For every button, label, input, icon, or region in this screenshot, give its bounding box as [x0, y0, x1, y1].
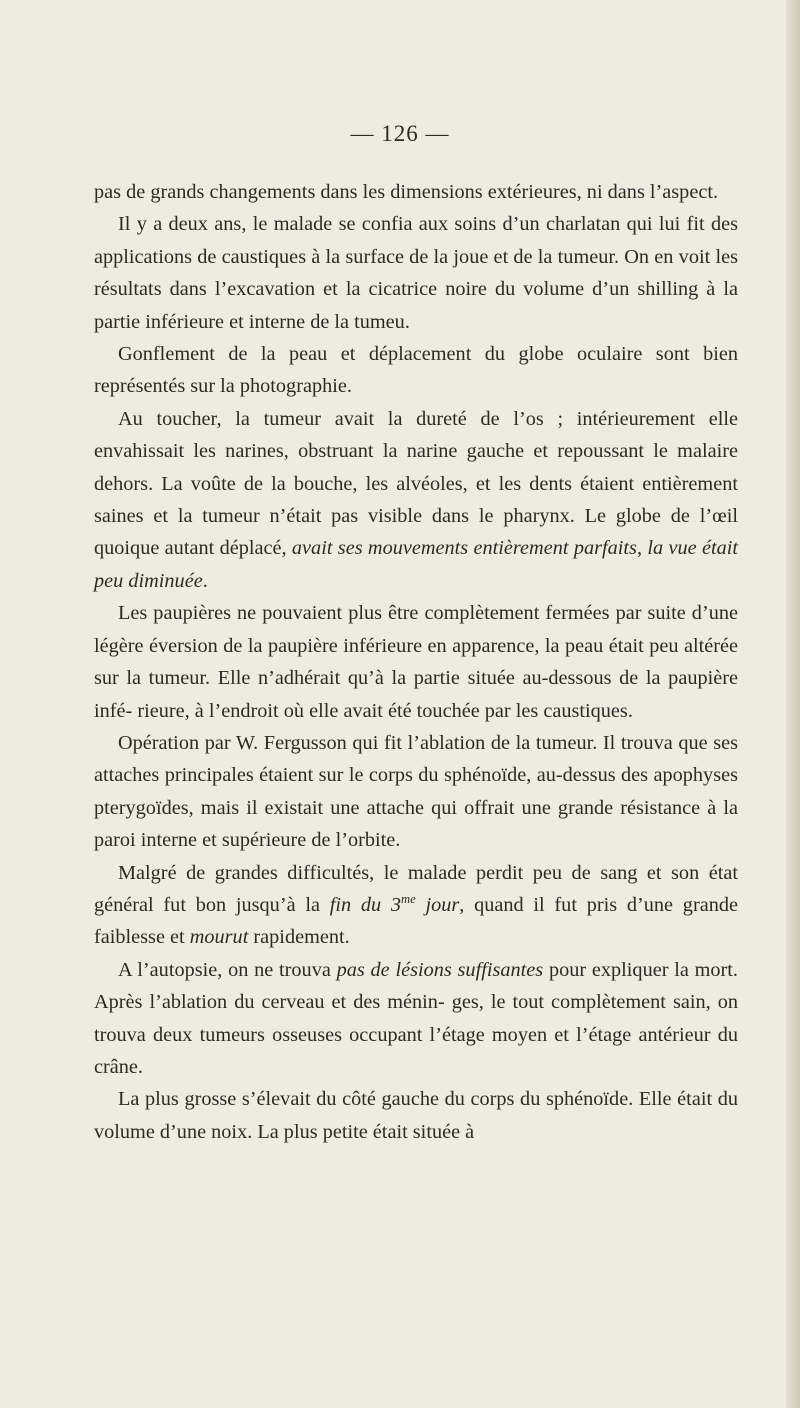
paragraph	[94, 208, 738, 338]
body-text	[94, 176, 738, 1148]
paragraph	[94, 338, 738, 403]
italic-text: pas de lésions suffisantes	[336, 958, 544, 981]
italic-text: la vue était peu diminuée	[94, 537, 739, 592]
page-edge	[786, 0, 800, 1408]
paragraph	[94, 1083, 738, 1148]
text-run: pour expliquer la mort. Après l’ablation du cerveau et des ménin- ges, le tout complètement sain, on trouva deux tumeurs osseuses occupant l’étage moyen et l’étage antérieur du crâne.	[94, 958, 738, 1078]
text-run: Au toucher, la tumeur avait la dureté de l’os ; intérieurement elle envahissait les narines, obstruant la narine gauche et repoussant le malaire dehors. La voûte de la bouche, les alvéoles, et les dents étaient entièrement saines et la tumeur n’était pas visible dans le pharynx. Le globe de l’œil quoique autant déplacé,	[94, 407, 738, 560]
text-run: , quand il fut pris d’une grande faiblesse et	[94, 893, 738, 949]
text-run: Gonflement de la peau et déplacement du globe oculaire sont bien représentés sur la photographie.	[94, 343, 738, 398]
text-run: Opération par W. Fergusson qui fit l’ablation de la tumeur. Il trouva que ses attaches principales étaient sur le corps du sphénoïde, au-dessus des apophyses pterygoïdes, mais il existait une attache qui offrait une grande résistance à la paroi interne et supérieure de l’orbite.	[94, 731, 738, 852]
text-run: La plus grosse s’élevait du côté gauche du corps du sphénoïde. Elle était du volume d’une noix. La plus petite était située à	[94, 1088, 738, 1143]
paragraph	[94, 176, 738, 208]
text-run: ,	[636, 537, 648, 560]
paragraph	[94, 403, 738, 597]
paragraph	[94, 727, 738, 857]
italic-text: avait ses mouvements entièrement parfaits	[291, 537, 637, 560]
italic-text: jour	[415, 893, 460, 916]
text-run: .	[202, 569, 208, 592]
paragraph	[94, 597, 738, 727]
paragraph	[94, 857, 738, 954]
italic-text: fin du 3	[329, 893, 402, 916]
text-run: Malgré de grandes difficultés, le malade perdit peu de sang et son état général fut bon jusqu’à la	[94, 861, 738, 916]
text-run: pas de grands changements dans les dimensions extérieures, ni dans l’aspect.	[94, 181, 719, 203]
superscript-text: me	[401, 892, 416, 907]
page-number: — 126 —	[350, 121, 450, 146]
text-run: Il y a deux ans, le malade se confia aux soins d’un charlatan qui lui fit des applications de caustiques à la surface de la joue et de la tumeur. On en voit les résultats dans l’excavation et la cicatrice noire du volume d’un shilling à la partie inférieure et interne de la tumeu.	[94, 213, 738, 333]
italic-text: mourut	[189, 926, 249, 949]
text-run: rapidement.	[248, 926, 350, 949]
text-run: A l’autopsie, on ne trouva	[118, 958, 337, 981]
paragraph	[94, 954, 738, 1084]
text-run: Les paupières ne pouvaient plus être complètement fermées par suite d’une légère éversion de la paupière inférieure en apparence, la peau était peu altérée sur la tumeur. Elle n’adhérait qu’à la partie située au-dessous de la paupière infé- rieure, à l’endroit où elle avait été touchée par les caustiques.	[94, 602, 738, 722]
